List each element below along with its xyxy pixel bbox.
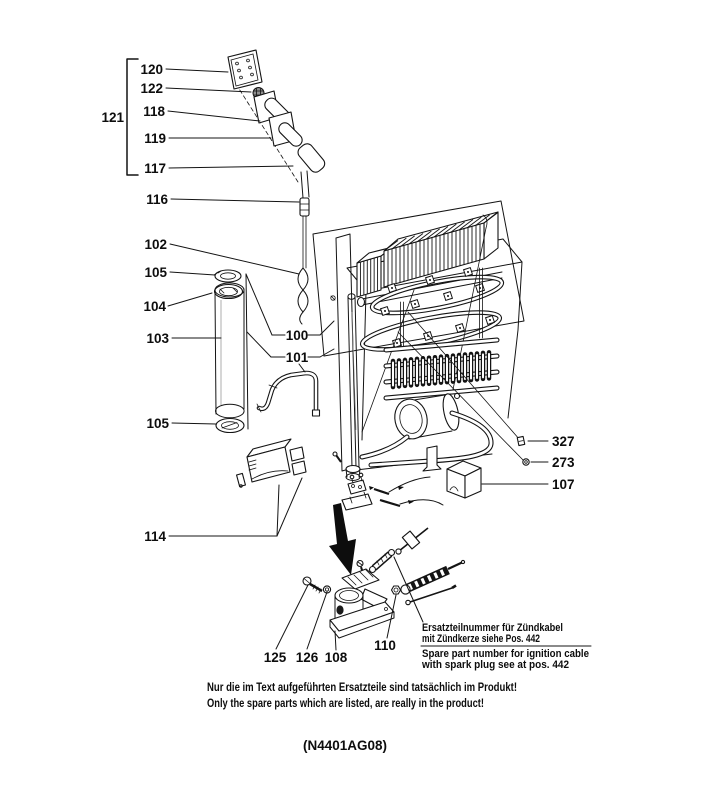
part-label-108: 108 xyxy=(324,650,348,665)
gas-pipe-101 xyxy=(257,373,320,416)
flue-tube-103 xyxy=(215,283,244,418)
ring-105-top xyxy=(214,270,241,282)
screw-125 xyxy=(303,577,322,593)
part-label-110: 110 xyxy=(374,638,396,653)
flue-assembly xyxy=(143,237,334,433)
part-label-118: 118 xyxy=(143,104,165,119)
cooling-unit xyxy=(313,201,524,510)
gas-valve-assembly xyxy=(101,50,327,268)
burner-108 xyxy=(330,561,394,639)
cover-box-107 xyxy=(447,461,481,498)
valve-bracket-119 xyxy=(269,112,305,149)
down-arrow-icon xyxy=(329,503,356,575)
ignition-cable-connector xyxy=(401,560,465,604)
part-label-100: 100 xyxy=(285,328,309,343)
spark-plug-electrode xyxy=(396,528,428,554)
part-label-327: 327 xyxy=(552,434,575,449)
group-brace-100-101 xyxy=(168,244,334,429)
part-label-116: 116 xyxy=(146,192,168,207)
valve-plate-120 xyxy=(228,50,262,89)
unit-right-edge xyxy=(508,262,522,418)
part-label-126: 126 xyxy=(295,650,319,665)
note-en-line1: Spare part number for ignition cable xyxy=(422,648,590,660)
valve-tube-117 xyxy=(296,141,328,198)
part-label-117: 117 xyxy=(144,161,166,176)
part-label-273: 273 xyxy=(552,455,575,470)
bracket-121 xyxy=(127,59,138,175)
note-de-line2: mit Zündkerze siehe Pos. 442 xyxy=(422,633,541,645)
ring-105-bottom xyxy=(216,419,244,433)
gasket-104 xyxy=(215,285,243,299)
thermocouple-cables xyxy=(369,477,443,506)
clip-327 xyxy=(517,436,525,445)
part-label-103: 103 xyxy=(146,331,169,346)
part-label-104: 104 xyxy=(143,299,166,314)
jet-116 xyxy=(300,198,309,268)
part-label-122: 122 xyxy=(140,81,163,96)
part-label-120: 120 xyxy=(140,62,163,77)
note-en-line2: with spark plug see at pos. 442 xyxy=(421,659,570,671)
nut-110 xyxy=(392,586,401,594)
note-de-line1: Ersatzteilnummer für Zündkabel xyxy=(422,622,564,634)
footer-de: Nur die im Text aufgeführten Ersatzteile sind tatsächlich im Produkt! xyxy=(207,681,517,694)
burner-bracket-114 xyxy=(144,439,306,544)
unit-left-edge xyxy=(362,291,366,440)
part-label-119: 119 xyxy=(144,131,166,146)
part-label-102: 102 xyxy=(144,237,167,252)
part-label-114: 114 xyxy=(144,529,166,544)
part-label-101: 101 xyxy=(285,350,309,365)
part-label-121: 121 xyxy=(101,110,124,125)
part-label-105-bottom: 105 xyxy=(146,416,169,431)
ignition-cable-note xyxy=(421,622,591,671)
part-label-125: 125 xyxy=(263,650,287,665)
drawing-code: (N4401AG08) xyxy=(303,738,387,753)
nut-273 xyxy=(523,459,529,465)
footer xyxy=(207,681,517,753)
spark-plug-body xyxy=(370,550,395,573)
spiral-baffle-102 xyxy=(298,268,308,324)
part-label-105-top: 105 xyxy=(144,265,167,280)
boiler-vessel xyxy=(391,392,462,441)
part-label-107: 107 xyxy=(552,477,575,492)
footer-en: Only the spare parts which are listed, are really in the product! xyxy=(207,697,484,710)
